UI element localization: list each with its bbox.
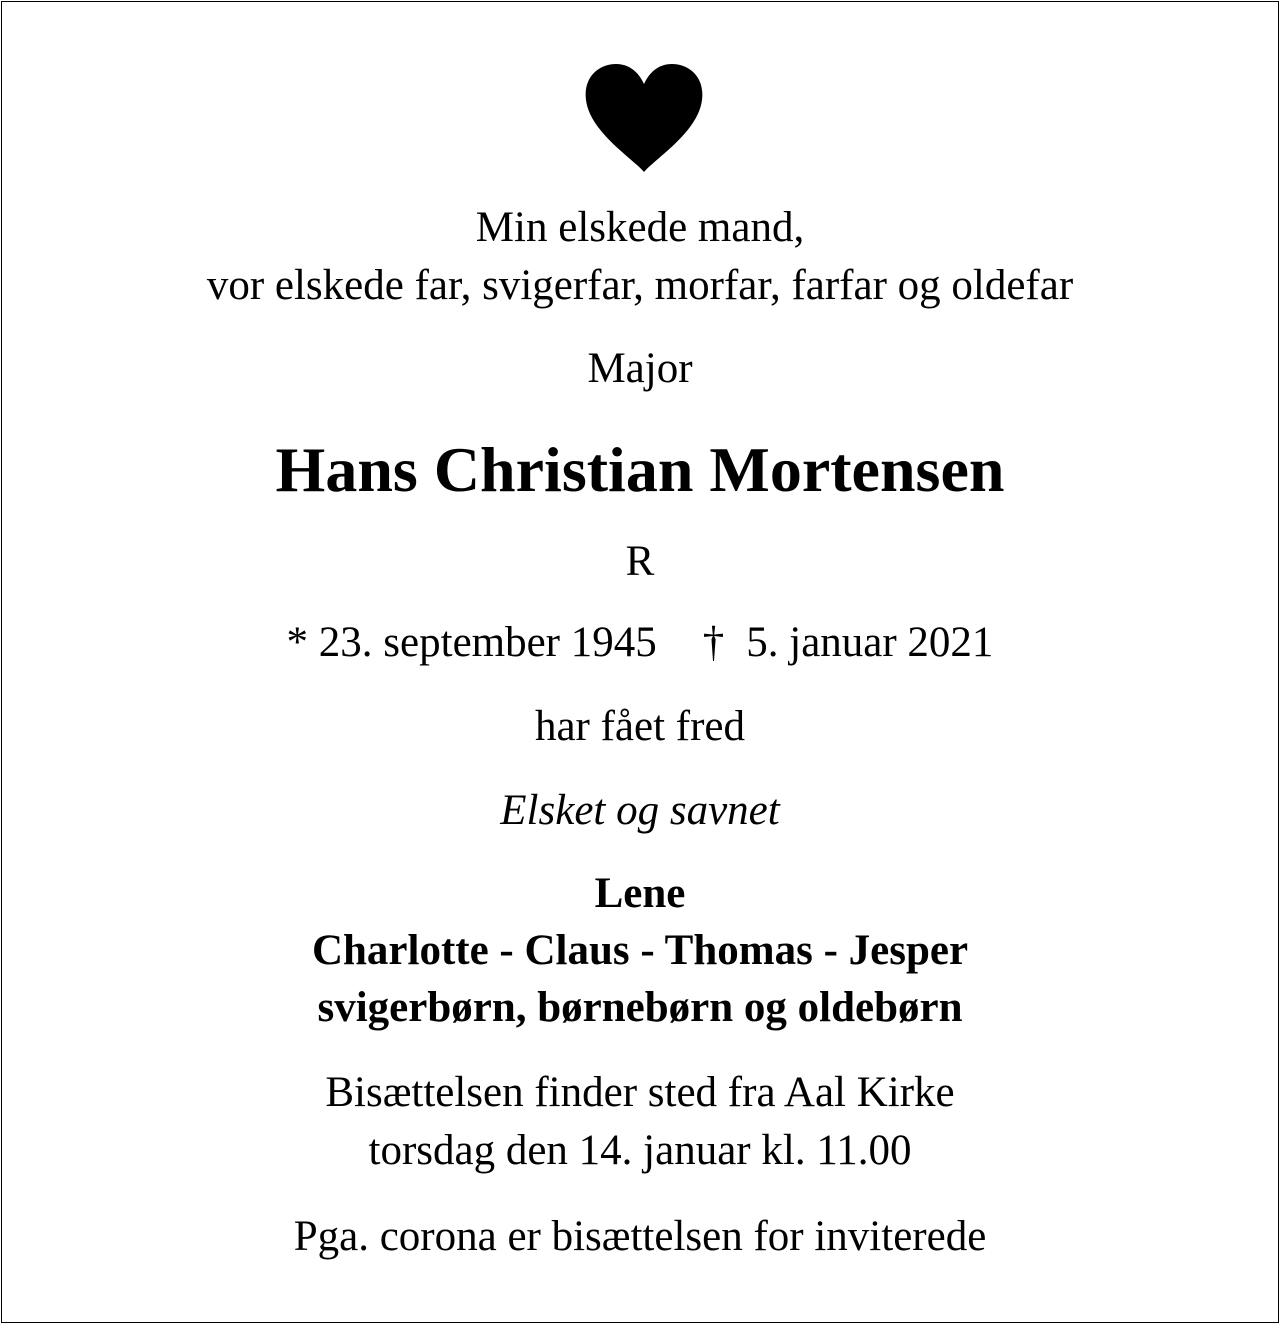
dagger-icon: †: [702, 619, 725, 666]
rank: Major: [587, 345, 693, 392]
intro-line-1: Min elskede mand,: [475, 204, 805, 251]
phrase: har fået fred: [534, 703, 746, 750]
service-line-1: Bisættelsen finder sted fra Aal Kirke: [325, 1069, 955, 1116]
obituary-notice: [1, 1, 1279, 1323]
heart-icon: [582, 62, 706, 174]
intro-line-2: vor elskede far, svigerfar, morfar, farfar og oldefar: [206, 262, 1074, 309]
decoration: R: [625, 538, 655, 585]
death-date: 5. januar 2021: [746, 619, 994, 666]
birth-date: * 23. september 1945: [286, 619, 657, 666]
service-line-2: torsdag den 14. januar kl. 11.00: [368, 1127, 912, 1174]
notice: Pga. corona er bisættelsen for inviterede: [293, 1213, 987, 1260]
deceased-name: Hans Christian Mortensen: [275, 434, 1005, 505]
family-line-2: Charlotte - Claus - Thomas - Jesper: [311, 927, 969, 974]
closing-phrase: Elsket og savnet: [500, 787, 780, 834]
dates: [2, 615, 1278, 671]
family-line-1: Lene: [594, 870, 686, 917]
family-line-3: svigerbørn, børnebørn og oldebørn: [317, 984, 963, 1031]
